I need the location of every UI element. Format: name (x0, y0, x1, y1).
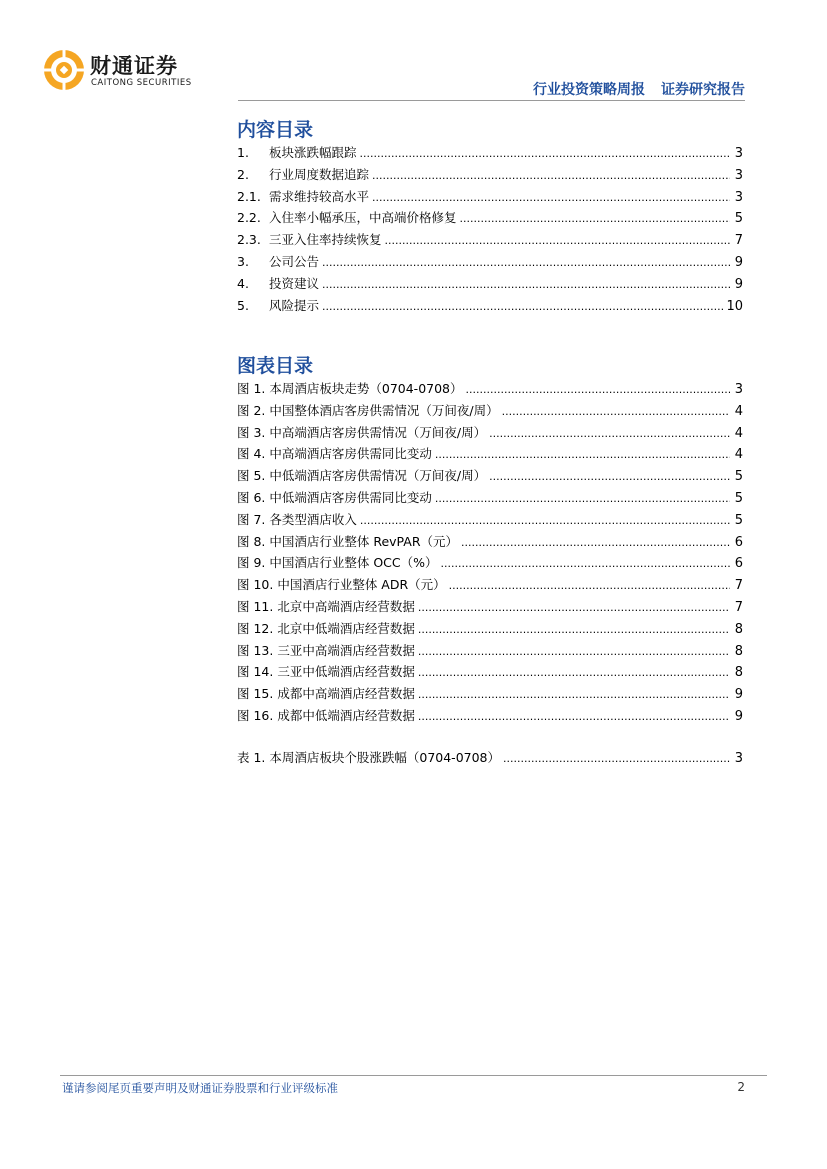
report-type: 行业投资策略周报 (533, 82, 645, 98)
toc-leader-dots (418, 645, 730, 658)
toc-entry-page: 5 (734, 512, 743, 528)
footer-disclaimer: 谨请参阅尾页重要声明及财通证券股票和行业评级标准 (62, 1081, 338, 1095)
toc-leader-dots (418, 710, 730, 723)
toc-entry-title: 表 1. 本周酒店板块个股涨跌幅（0704-0708） (237, 750, 501, 765)
toc-entry-title: 公司公告 (269, 253, 320, 269)
toc-leader-dots (418, 666, 730, 679)
toc-entry[interactable] (237, 187, 743, 209)
toc-leader-dots (503, 752, 730, 765)
page-number: 2 (737, 1080, 745, 1094)
toc-entry[interactable] (237, 641, 743, 663)
toc-entry[interactable] (237, 379, 743, 401)
footer-divider (60, 1075, 767, 1076)
toc-leader-dots (460, 212, 730, 225)
toc-entry[interactable] (237, 553, 743, 575)
toc-leader-dots (372, 169, 730, 182)
toc-entry[interactable] (237, 575, 743, 597)
toc-entry-title: 图 12. 北京中低端酒店经营数据 (237, 620, 415, 636)
toc-entry-title: 投资建议 (269, 275, 320, 291)
toc-leader-dots (489, 470, 730, 483)
toc-entry-number: 2. (237, 166, 249, 182)
toc-entry[interactable] (237, 296, 743, 318)
report-header-labels (533, 79, 745, 99)
toc-entry[interactable] (237, 619, 743, 641)
toc-entry-page: 3 (734, 146, 743, 161)
toc-entry[interactable] (237, 423, 743, 445)
toc-entry-title: 图 2. 中国整体酒店客房供需情况（万间夜/周） (237, 402, 499, 418)
toc-entry-title: 图 10. 中国酒店行业整体 ADR（元） (237, 577, 446, 593)
toc-entry-title: 图 1. 本周酒店板块走势（0704-0708） (237, 381, 463, 396)
caitong-logo-icon (42, 48, 86, 92)
toc-entry[interactable] (237, 466, 743, 488)
logo-chinese-name: 财通证券 (90, 54, 178, 78)
toc-entry[interactable] (237, 706, 743, 728)
toc-leader-dots (385, 234, 730, 247)
toc-entry-page: 4 (734, 447, 743, 463)
toc-entry[interactable] (237, 401, 743, 423)
toc-leader-dots (441, 557, 730, 570)
toc-entry-page: 5 (734, 211, 743, 227)
figures-title: 图表目录 (237, 355, 314, 377)
toc-entry[interactable] (237, 748, 743, 770)
tables-list (237, 748, 743, 770)
toc-entry-title: 图 14. 三亚中低端酒店经营数据 (237, 664, 415, 680)
toc-leader-dots (322, 278, 730, 291)
toc-entry-page: 9 (734, 254, 743, 270)
toc-entry-page: 3 (734, 189, 743, 205)
toc-entry-page: 3 (734, 751, 743, 766)
toc-entry-page: 10 (726, 298, 743, 314)
toc-entry-title: 图 6. 中低端酒店客房供需同比变动 (237, 489, 432, 505)
toc-entry[interactable] (237, 510, 743, 532)
toc-leader-dots (461, 536, 730, 549)
toc-entry-page: 8 (734, 621, 743, 637)
toc-entry-title: 图 4. 中高端酒店客房供需同比变动 (237, 446, 432, 462)
toc-entry-page: 5 (734, 490, 743, 506)
toc-leader-dots (322, 300, 723, 313)
toc-entry-page: 8 (734, 665, 743, 681)
toc-entry[interactable] (237, 597, 743, 619)
contents-title: 内容目录 (237, 119, 314, 141)
toc-entry-title: 图 3. 中高端酒店客房供需情况（万间夜/周） (237, 424, 487, 440)
toc-entry-page: 5 (734, 469, 743, 485)
toc-entry[interactable] (237, 143, 743, 165)
toc-leader-dots (466, 383, 730, 396)
toc-entry-title: 图 15. 成都中高端酒店经营数据 (237, 686, 415, 702)
caitong-logo (42, 48, 222, 94)
toc-entry[interactable] (237, 444, 743, 466)
toc-entry-page: 9 (734, 276, 743, 292)
toc-entry-title: 图 13. 三亚中高端酒店经营数据 (237, 642, 415, 658)
toc-entry-number: 2.1. (237, 188, 261, 204)
toc-leader-dots (502, 405, 730, 418)
toc-entry-title: 风险提示 (269, 297, 320, 313)
toc-entry[interactable] (237, 252, 743, 274)
toc-leader-dots (489, 427, 730, 440)
toc-leader-dots (360, 147, 730, 160)
toc-entry-page: 3 (734, 167, 743, 183)
toc-entry-page: 7 (734, 578, 743, 594)
toc-entry-title: 图 16. 成都中低端酒店经营数据 (237, 707, 415, 723)
toc-entry-page: 9 (734, 687, 743, 703)
toc-entry-title: 图 11. 北京中高端酒店经营数据 (237, 598, 415, 614)
figures-list (237, 379, 743, 728)
logo-english-name: CAITONG SECURITIES (91, 78, 192, 88)
toc-entry[interactable] (237, 208, 743, 230)
toc-entry[interactable] (237, 165, 743, 187)
toc-entry[interactable] (237, 684, 743, 706)
toc-entry[interactable] (237, 488, 743, 510)
toc-entry-number: 3. (237, 253, 249, 269)
toc-leader-dots (418, 688, 730, 701)
toc-entry-title: 图 7. 各类型酒店收入 (237, 511, 357, 527)
toc-entry-page: 8 (734, 643, 743, 659)
toc-entry-page: 6 (734, 534, 743, 550)
toc-entry-number: 4. (237, 275, 249, 291)
toc-entry-title: 板块涨跌幅跟踪 (269, 145, 357, 160)
toc-entry-title: 图 5. 中低端酒店客房供需情况（万间夜/周） (237, 468, 487, 484)
toc-entry-page: 4 (734, 425, 743, 441)
toc-entry-page: 7 (734, 233, 743, 249)
toc-entry-title: 图 8. 中国酒店行业整体 RevPAR（元） (237, 533, 459, 549)
toc-entry[interactable] (237, 662, 743, 684)
toc-entry-page: 7 (734, 599, 743, 615)
toc-entry-page: 6 (734, 556, 743, 572)
toc-entry-page: 9 (734, 708, 743, 724)
toc-leader-dots (435, 448, 730, 461)
toc-leader-dots (360, 514, 730, 527)
toc-entry-number: 2.3. (237, 232, 261, 248)
toc-entry[interactable] (237, 274, 743, 296)
toc-leader-dots (418, 623, 730, 636)
toc-entry-title: 三亚入住率持续恢复 (269, 232, 382, 248)
toc-entry-title: 图 9. 中国酒店行业整体 OCC（%） (237, 555, 438, 571)
toc-leader-dots (449, 579, 730, 592)
toc-leader-dots (372, 191, 730, 204)
header-divider (238, 100, 745, 101)
toc-entry-title: 入住率小幅承压，中高端价格修复 (269, 210, 457, 226)
toc-leader-dots (435, 492, 730, 505)
contents-list (237, 143, 743, 317)
toc-entry-number: 1. (237, 145, 249, 160)
toc-entry[interactable] (237, 230, 743, 252)
toc-entry-title: 行业周度数据追踪 (269, 166, 370, 182)
toc-entry-number: 5. (237, 297, 249, 313)
toc-entry[interactable] (237, 532, 743, 554)
report-category: 证券研究报告 (661, 82, 745, 98)
toc-leader-dots (322, 256, 730, 269)
toc-leader-dots (418, 601, 730, 614)
toc-entry-title: 需求维持较高水平 (269, 188, 370, 204)
toc-entry-number: 2.2. (237, 210, 261, 226)
toc-entry-page: 3 (734, 382, 743, 397)
toc-entry-page: 4 (734, 403, 743, 419)
